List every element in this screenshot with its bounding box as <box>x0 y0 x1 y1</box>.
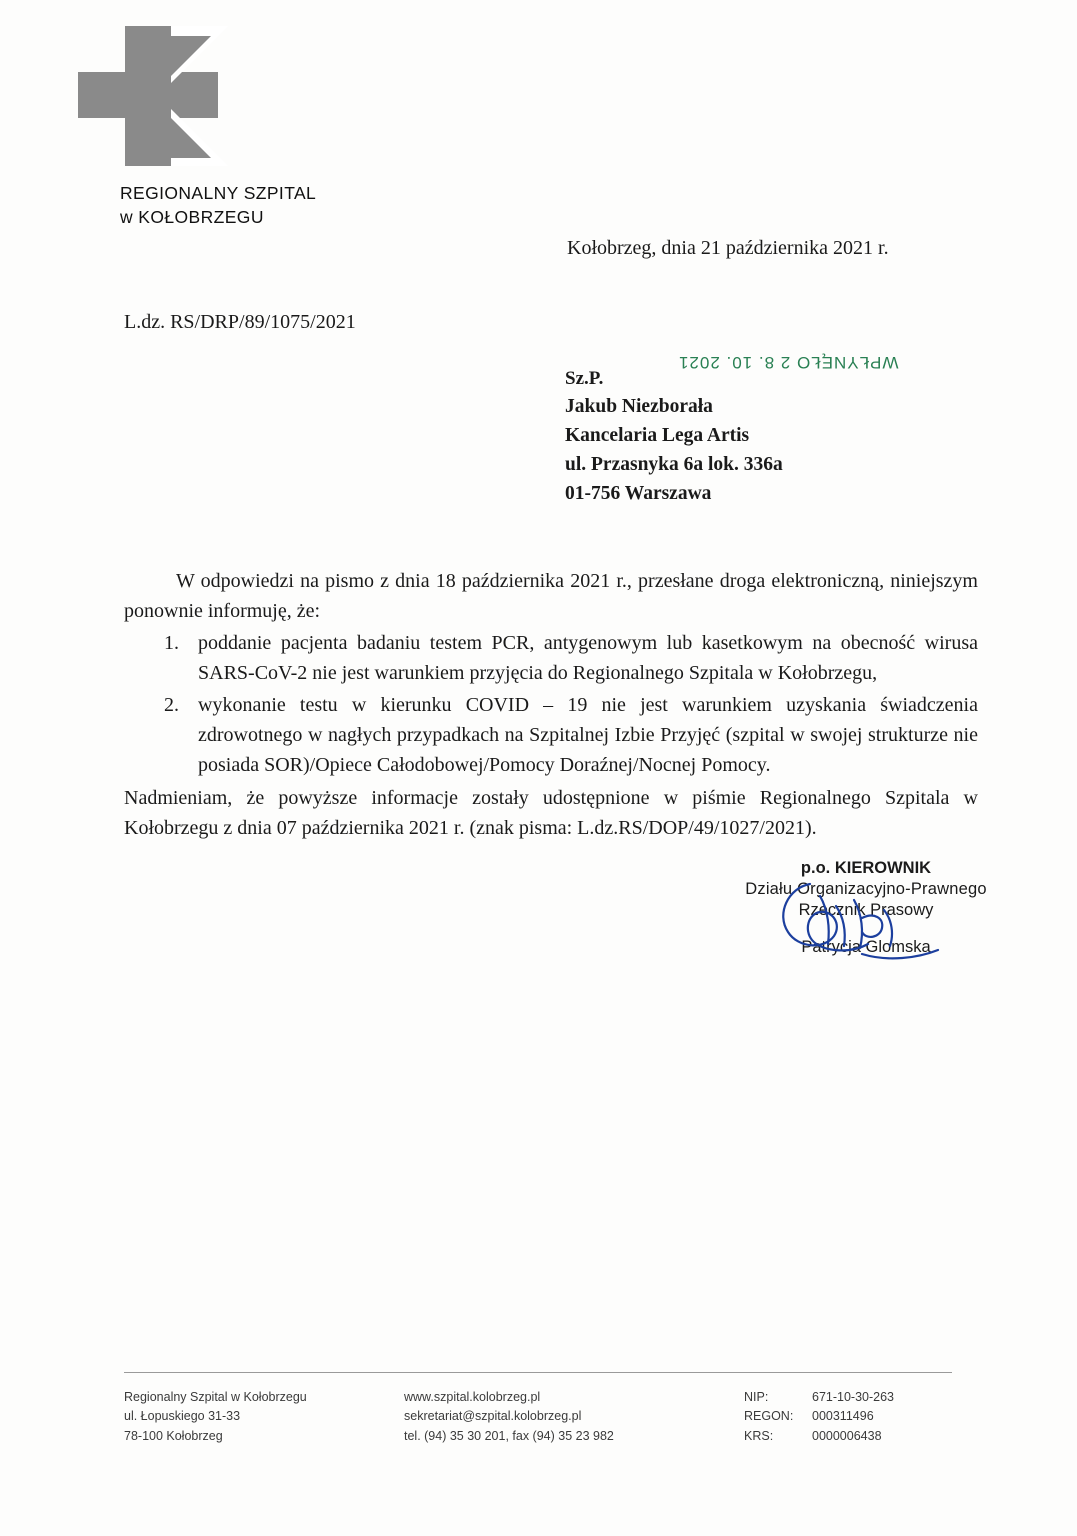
addressee-name: Jakub Niezborała <box>565 396 713 418</box>
signature-role-line-2: Działu Organizacyjno-Prawnego <box>745 880 987 899</box>
signature-role-line-1: p.o. KIEROWNIK <box>800 859 932 877</box>
footer-address-line-2: ul. Łopuskiego 31-33 <box>124 1409 241 1424</box>
footer-address-line-3: 78-100 Kołobrzeg <box>124 1428 223 1443</box>
footer-contact-column <box>404 1388 744 1446</box>
body-numbered-list <box>124 628 978 781</box>
body-intro-paragraph: W odpowiedzi na pismo z dnia 18 października 2021 r., przesłane droga elektroniczną, niniejszym ponownie informuję, że: <box>124 570 978 623</box>
addressee-salutation: Sz.P. <box>565 368 604 389</box>
footer-website[interactable]: www.szpital.kolobrzeg.pl <box>404 1390 541 1404</box>
footer-nip-row <box>744 1388 954 1407</box>
footer-address-column <box>124 1388 404 1446</box>
list-item-text: wykonanie testu w kierunku COVID – 19 nie jest warunkiem uzyskania świadczenia zdrowotnego w nagłych przypadkach na Szpitalnej Izbie Przyjęć (szpital w swojej strukturze nie posiada SOR)/Opiece Całodobowej/Pomocy Doraźnej/Nocnej Pomocy. <box>198 693 978 777</box>
addressee-street: ul. Przasnyka 6a lok. 336a <box>565 453 783 475</box>
footer-krs-label: KRS: <box>744 1428 774 1443</box>
date-line: Kołobrzeg, dnia 21 października 2021 r. <box>567 237 889 259</box>
org-line-2: w KOŁOBRZEGU <box>120 206 264 227</box>
list-item-text: poddanie pacjenta badaniu testem PCR, antygenowym lub kasetkowym na obecność wirusa SARS-CoV-2 nie jest warunkiem przyjęcia do Regionalnego Szpitala w Kołobrzegu, <box>198 631 978 685</box>
footer-krs-row <box>744 1427 954 1446</box>
addressee-city: 01-756 Warszawa <box>565 482 712 504</box>
footer-regon-value: 000311496 <box>812 1409 874 1424</box>
footer-regon-row <box>744 1407 954 1426</box>
addressee-company: Kancelaria Lega Artis <box>565 424 750 446</box>
reference-number: L.dz. RS/DRP/89/1075/2021 <box>124 311 356 333</box>
footer-divider <box>124 1372 952 1373</box>
list-item <box>124 690 978 781</box>
list-item <box>124 628 978 689</box>
body-closing-paragraph: Nadmieniam, że powyższe informacje zostały udostępnione w piśmie Regionalnego Szpitala w Kołobrzegu z dnia 07 października 2021 r. (znak pisma: L.dz.RS/DOP/49/1027/2021). <box>124 786 978 840</box>
footer-phone: tel. (94) 35 30 201, fax (94) 35 23 982 <box>404 1428 614 1443</box>
footer-nip-value: 671-10-30-263 <box>812 1390 895 1404</box>
footer-email[interactable]: sekretariat@szpital.kolobrzeg.pl <box>404 1409 582 1424</box>
incoming-date-stamp: WPŁYNĘŁO 2 8. 10. 2021 <box>678 353 899 372</box>
footer-krs-value: 0000006438 <box>812 1428 882 1443</box>
organisation-name <box>120 182 316 229</box>
list-item-number: 2. <box>164 693 179 716</box>
signature-person-name: Patrycja Glomska <box>801 938 931 957</box>
hospital-cross-logo <box>78 26 228 166</box>
footer-address-line-1: Regionalny Szpital w Kołobrzegu <box>124 1390 307 1404</box>
org-line-1: REGIONALNY SZPITAL <box>120 183 317 203</box>
list-item-number: 1. <box>164 631 179 654</box>
footer <box>124 1388 954 1446</box>
footer-identifiers-column <box>744 1388 954 1446</box>
signature-role-line-3: Rzecznik Prasowy <box>798 901 934 920</box>
footer-nip-label: NIP: <box>744 1390 769 1404</box>
letter-body <box>124 566 978 844</box>
footer-regon-label: REGON: <box>744 1409 794 1424</box>
signature-block <box>716 858 1016 958</box>
addressee-block <box>565 365 783 509</box>
